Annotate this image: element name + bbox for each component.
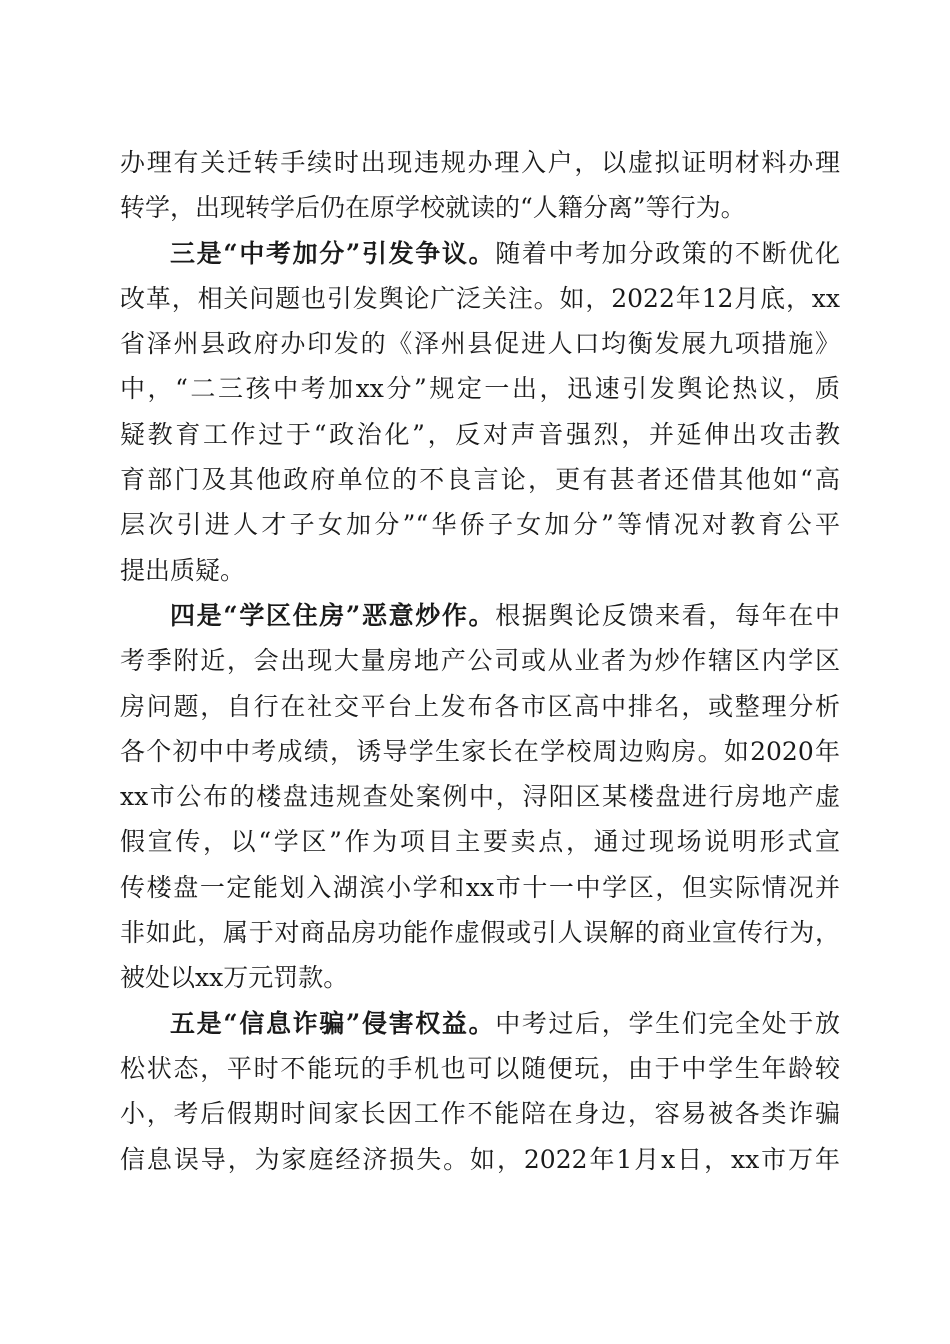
text-line: xx市公布的楼盘违规查处案例中，浔阳区某楼盘进行房地产虚 <box>120 782 840 812</box>
paragraph-heading: 四是“学区住房”恶意炒作。 <box>170 600 496 630</box>
text-line: 办理有关迁转手续时出现违规办理入户，以虚拟证明材料办理 <box>120 148 840 177</box>
paragraph-heading: 三是“中考加分”引发争议。 <box>170 238 496 268</box>
text-line: 房问题，自行在社交平台上发布各市区高中排名，或整理分析 <box>120 691 840 721</box>
document-page <box>120 140 840 1182</box>
text-line <box>120 593 840 638</box>
paragraph-text: 中考过后，学生们完全处于放 <box>495 1008 840 1038</box>
text-line: 转学，出现转学后仍在原学校就读的“人籍分离”等行为。 <box>120 193 746 223</box>
text-line: 中，“二三孩中考加xx分”规定一出，迅速引发舆论热议，质 <box>120 374 840 404</box>
text-line: 改革，相关问题也引发舆论广泛关注。如，2022年12月底，xx <box>120 283 840 313</box>
text-line: 考季附近，会出现大量房地产公司或从业者为炒作辖区内学区 <box>120 646 840 676</box>
text-line: 传楼盘一定能划入湖滨小学和xx市十一中学区，但实际情况并 <box>120 872 840 902</box>
paragraph-continuation <box>120 140 840 231</box>
text-line: 小，考后假期时间家长因工作不能陪在身边，容易被各类诈骗 <box>120 1099 840 1129</box>
text-line: 层次引进人才子女加分”“华侨子女加分”等情况对教育公平 <box>120 510 840 540</box>
text-line: 育部门及其他政府单位的不良言论，更有甚者还借其他如“高 <box>120 465 840 495</box>
paragraph-text: 随着中考加分政策的不断优化 <box>495 238 840 268</box>
paragraph-five <box>120 1001 840 1182</box>
text-line: 信息误导，为家庭经济损失。如，2022年1月x日，xx市万年 <box>120 1144 840 1174</box>
paragraph-three <box>120 231 840 593</box>
text-line: 松状态，平时不能玩的手机也可以随便玩，由于中学生年龄较 <box>120 1053 840 1083</box>
paragraph-heading: 五是“信息诈骗”侵害权益。 <box>170 1008 496 1038</box>
text-line <box>120 231 840 276</box>
text-line: 各个初中中考成绩，诱导学生家长在学校周边购房。如2020年 <box>120 736 840 766</box>
paragraph-four <box>120 593 840 1001</box>
text-line: 假宣传，以“学区”作为项目主要卖点，通过现场说明形式宣 <box>120 827 840 857</box>
text-line: 被处以xx万元罚款。 <box>120 963 349 993</box>
text-line: 省泽州县政府办印发的《泽州县促进人口均衡发展九项措施》 <box>120 329 840 359</box>
text-line <box>120 1001 840 1046</box>
paragraph-text: 根据舆论反馈来看，每年在中 <box>495 600 840 630</box>
text-line: 提出质疑。 <box>120 555 246 585</box>
text-line: 疑教育工作过于“政治化”，反对声音强烈，并延伸出攻击教 <box>120 419 840 449</box>
text-line: 非如此，属于对商品房功能作虚假或引人误解的商业宣传行为， <box>120 918 840 948</box>
